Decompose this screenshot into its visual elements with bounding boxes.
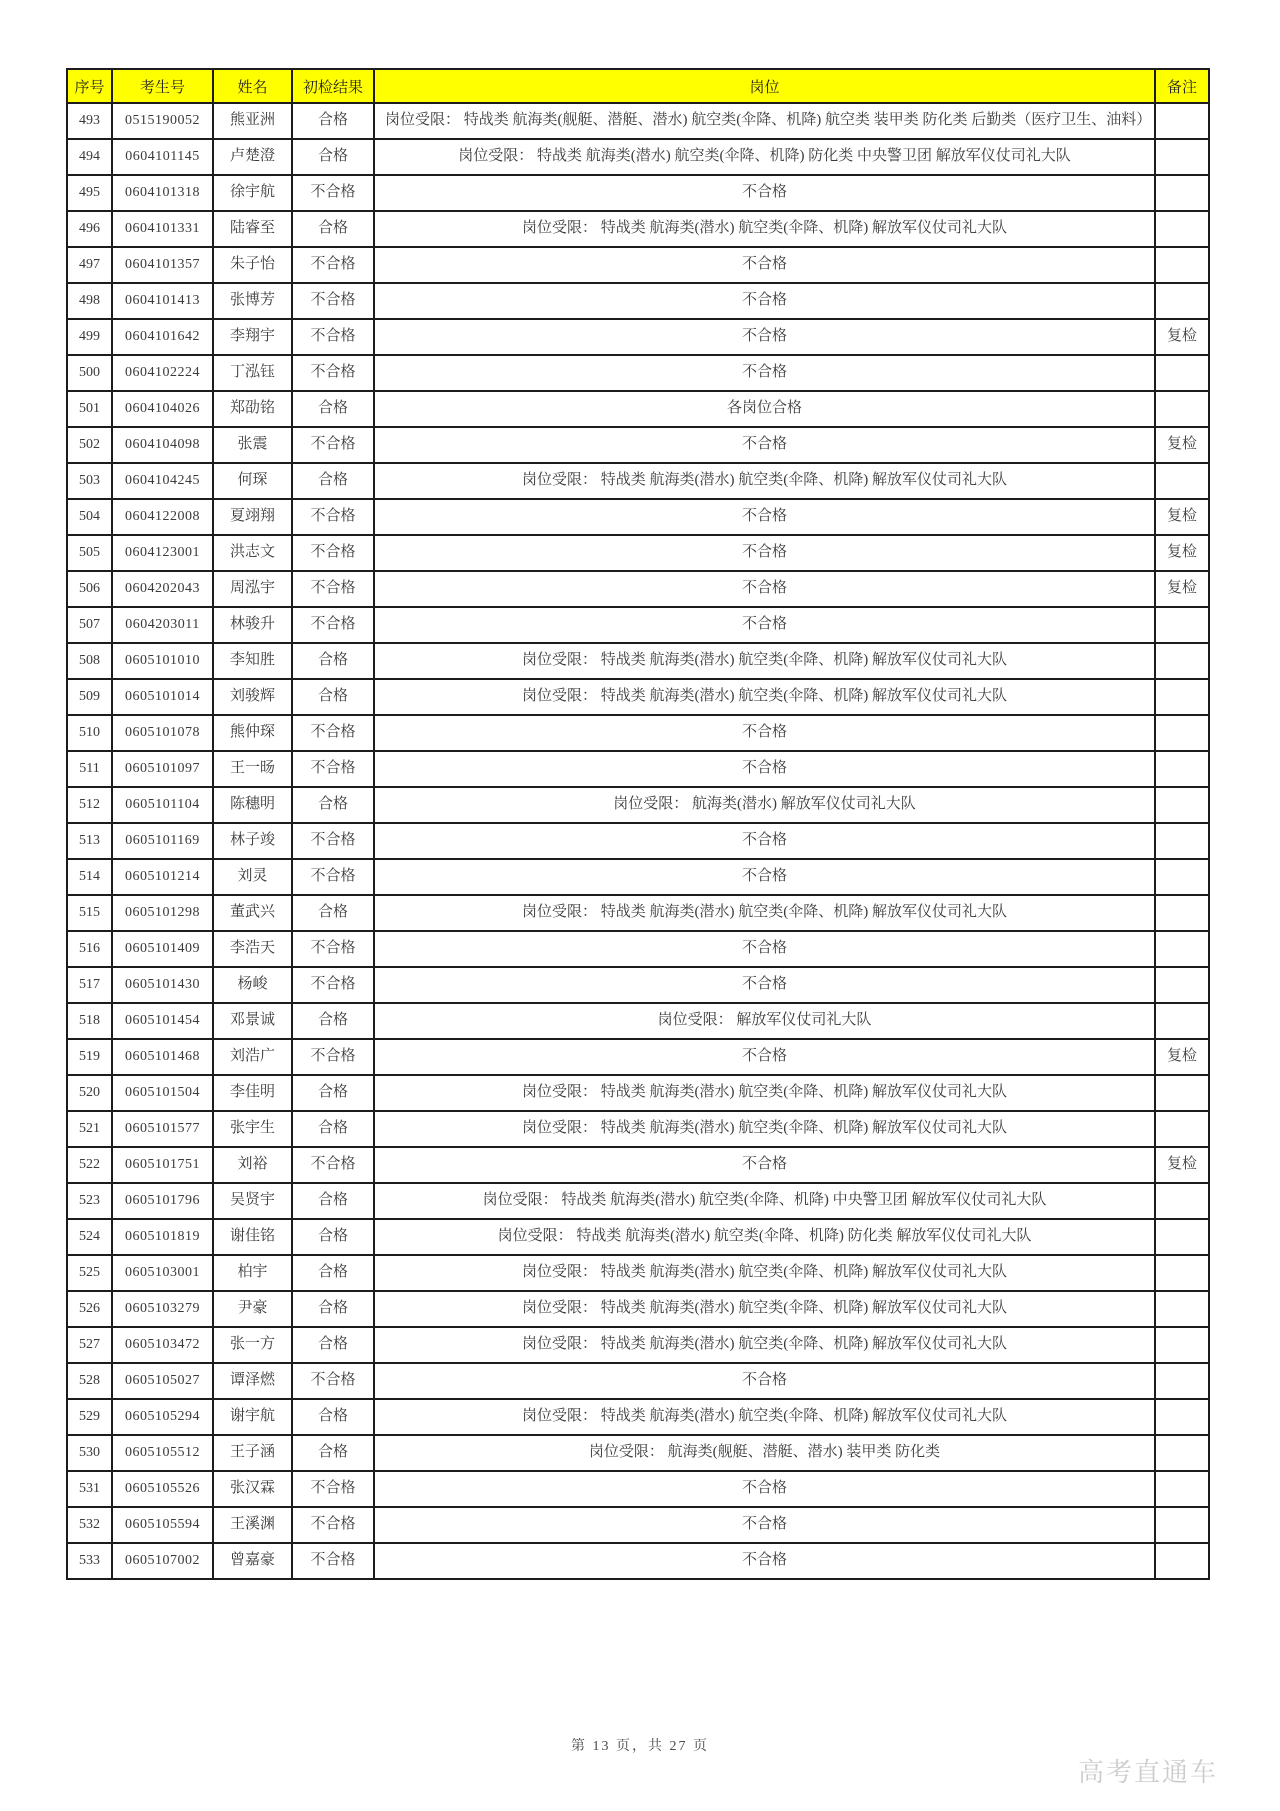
- cell-no: 522: [67, 1147, 112, 1183]
- cell-note: 复检: [1155, 319, 1209, 355]
- cell-note: [1155, 1327, 1209, 1363]
- table-row: [67, 643, 1209, 679]
- cell-note: [1155, 1291, 1209, 1327]
- cell-post: 不合格: [374, 283, 1155, 319]
- cell-post: 岗位受限： 特战类 航海类(舰艇、潜艇、潜水) 航空类(伞降、机降) 航空类 装甲类 防化类 后勤类（医疗卫生、油料）: [374, 103, 1155, 139]
- cell-name: 陆睿至: [213, 211, 292, 247]
- cell-result: 不合格: [292, 1039, 374, 1075]
- table-row: [67, 103, 1209, 139]
- table-row: [67, 1255, 1209, 1291]
- cell-no: 529: [67, 1399, 112, 1435]
- cell-id: 0605101819: [112, 1219, 213, 1255]
- cell-no: 514: [67, 859, 112, 895]
- candidate-result-table: [66, 68, 1210, 1580]
- header-initial-check-result: 初检结果: [292, 69, 374, 103]
- table-row: [67, 1435, 1209, 1471]
- cell-no: 520: [67, 1075, 112, 1111]
- cell-name: 郑劭铭: [213, 391, 292, 427]
- table-row: [67, 1507, 1209, 1543]
- cell-post: 岗位受限： 特战类 航海类(潜水) 航空类(伞降、机降) 解放军仪仗司礼大队: [374, 463, 1155, 499]
- cell-result: 不合格: [292, 355, 374, 391]
- table-row: [67, 319, 1209, 355]
- cell-result: 合格: [292, 1399, 374, 1435]
- cell-name: 王一旸: [213, 751, 292, 787]
- cell-no: 506: [67, 571, 112, 607]
- cell-no: 513: [67, 823, 112, 859]
- cell-name: 卢楚澄: [213, 139, 292, 175]
- cell-name: 徐宇航: [213, 175, 292, 211]
- cell-no: 516: [67, 931, 112, 967]
- cell-result: 合格: [292, 643, 374, 679]
- cell-no: 531: [67, 1471, 112, 1507]
- cell-no: 532: [67, 1507, 112, 1543]
- cell-no: 502: [67, 427, 112, 463]
- cell-note: [1155, 247, 1209, 283]
- cell-id: 0605101104: [112, 787, 213, 823]
- cell-result: 合格: [292, 679, 374, 715]
- cell-name: 陈穗明: [213, 787, 292, 823]
- cell-no: 518: [67, 1003, 112, 1039]
- cell-note: [1155, 1363, 1209, 1399]
- cell-id: 0604203011: [112, 607, 213, 643]
- cell-result: 合格: [292, 391, 374, 427]
- cell-name: 柏宇: [213, 1255, 292, 1291]
- header-candidate-number: 考生号: [112, 69, 213, 103]
- cell-id: 0605103472: [112, 1327, 213, 1363]
- cell-note: [1155, 895, 1209, 931]
- cell-no: 521: [67, 1111, 112, 1147]
- cell-result: 不合格: [292, 751, 374, 787]
- cell-id: 0605101010: [112, 643, 213, 679]
- table-row: [67, 571, 1209, 607]
- cell-id: 0605101014: [112, 679, 213, 715]
- cell-post: 不合格: [374, 427, 1155, 463]
- cell-note: [1155, 967, 1209, 1003]
- cell-name: 张宇生: [213, 1111, 292, 1147]
- cell-result: 不合格: [292, 1507, 374, 1543]
- cell-name: 夏翊翔: [213, 499, 292, 535]
- cell-name: 张博芳: [213, 283, 292, 319]
- cell-post: 岗位受限： 特战类 航海类(潜水) 航空类(伞降、机降) 解放军仪仗司礼大队: [374, 679, 1155, 715]
- cell-id: 0604104026: [112, 391, 213, 427]
- cell-post: 各岗位合格: [374, 391, 1155, 427]
- cell-no: 497: [67, 247, 112, 283]
- cell-name: 刘灵: [213, 859, 292, 895]
- cell-note: 复检: [1155, 499, 1209, 535]
- cell-no: 526: [67, 1291, 112, 1327]
- cell-result: 不合格: [292, 715, 374, 751]
- cell-id: 0604104098: [112, 427, 213, 463]
- cell-result: 不合格: [292, 283, 374, 319]
- cell-name: 曾嘉豪: [213, 1543, 292, 1579]
- table-row: [67, 751, 1209, 787]
- cell-result: 不合格: [292, 1363, 374, 1399]
- cell-id: 0605101430: [112, 967, 213, 1003]
- cell-no: 505: [67, 535, 112, 571]
- cell-id: 0605101097: [112, 751, 213, 787]
- cell-result: 不合格: [292, 319, 374, 355]
- cell-post: 不合格: [374, 355, 1155, 391]
- cell-id: 0605103279: [112, 1291, 213, 1327]
- table-row: [67, 211, 1209, 247]
- cell-note: [1155, 463, 1209, 499]
- cell-note: 复检: [1155, 1147, 1209, 1183]
- table-row: [67, 1219, 1209, 1255]
- table-row: [67, 1003, 1209, 1039]
- cell-no: 523: [67, 1183, 112, 1219]
- cell-result: 不合格: [292, 1543, 374, 1579]
- cell-no: 530: [67, 1435, 112, 1471]
- watermark-gaokao-zhitongche: 高考直通车: [1077, 1757, 1218, 1787]
- cell-post: 不合格: [374, 319, 1155, 355]
- cell-no: 493: [67, 103, 112, 139]
- cell-id: 0515190052: [112, 103, 213, 139]
- cell-result: 不合格: [292, 1147, 374, 1183]
- cell-post: 不合格: [374, 967, 1155, 1003]
- cell-note: [1155, 139, 1209, 175]
- cell-post: 岗位受限： 特战类 航海类(潜水) 航空类(伞降、机降) 解放军仪仗司礼大队: [374, 1399, 1155, 1435]
- cell-note: [1155, 391, 1209, 427]
- cell-result: 不合格: [292, 931, 374, 967]
- cell-result: 不合格: [292, 607, 374, 643]
- cell-post: 岗位受限： 航海类(潜水) 解放军仪仗司礼大队: [374, 787, 1155, 823]
- cell-id: 0605101577: [112, 1111, 213, 1147]
- table-body: [67, 103, 1209, 1579]
- cell-name: 熊仲琛: [213, 715, 292, 751]
- table-row: [67, 1183, 1209, 1219]
- cell-id: 0605107002: [112, 1543, 213, 1579]
- cell-result: 合格: [292, 1075, 374, 1111]
- cell-post: 不合格: [374, 535, 1155, 571]
- table-row: [67, 1111, 1209, 1147]
- cell-result: 不合格: [292, 859, 374, 895]
- cell-note: [1155, 679, 1209, 715]
- table-row: [67, 1147, 1209, 1183]
- exam-result-table-sheet: [66, 68, 1208, 1580]
- cell-id: 0604101331: [112, 211, 213, 247]
- cell-id: 0605101751: [112, 1147, 213, 1183]
- cell-note: [1155, 175, 1209, 211]
- cell-name: 朱子怡: [213, 247, 292, 283]
- table-row: [67, 247, 1209, 283]
- cell-id: 0605101169: [112, 823, 213, 859]
- table-row: [67, 1039, 1209, 1075]
- cell-post: 不合格: [374, 1147, 1155, 1183]
- table-row: [67, 463, 1209, 499]
- cell-no: 509: [67, 679, 112, 715]
- cell-name: 张一方: [213, 1327, 292, 1363]
- cell-result: 不合格: [292, 175, 374, 211]
- cell-result: 不合格: [292, 1471, 374, 1507]
- cell-no: 527: [67, 1327, 112, 1363]
- cell-name: 洪志文: [213, 535, 292, 571]
- cell-post: 不合格: [374, 1507, 1155, 1543]
- cell-post: 不合格: [374, 1543, 1155, 1579]
- table-row: [67, 1291, 1209, 1327]
- cell-name: 林子竣: [213, 823, 292, 859]
- cell-note: [1155, 1219, 1209, 1255]
- cell-result: 合格: [292, 211, 374, 247]
- cell-name: 王子涵: [213, 1435, 292, 1471]
- cell-result: 合格: [292, 1435, 374, 1471]
- cell-post: 不合格: [374, 823, 1155, 859]
- cell-id: 0605103001: [112, 1255, 213, 1291]
- cell-post: 不合格: [374, 931, 1155, 967]
- cell-note: 复检: [1155, 1039, 1209, 1075]
- cell-post: 不合格: [374, 571, 1155, 607]
- cell-post: 岗位受限： 特战类 航海类(潜水) 航空类(伞降、机降) 解放军仪仗司礼大队: [374, 643, 1155, 679]
- cell-no: 501: [67, 391, 112, 427]
- cell-name: 李翔宇: [213, 319, 292, 355]
- cell-name: 熊亚洲: [213, 103, 292, 139]
- cell-id: 0605105294: [112, 1399, 213, 1435]
- cell-note: [1155, 715, 1209, 751]
- table-row: [67, 1327, 1209, 1363]
- cell-id: 0605105027: [112, 1363, 213, 1399]
- cell-name: 李知胜: [213, 643, 292, 679]
- cell-name: 林骏升: [213, 607, 292, 643]
- cell-note: [1155, 283, 1209, 319]
- table-row: [67, 607, 1209, 643]
- cell-name: 刘骏辉: [213, 679, 292, 715]
- cell-note: [1155, 859, 1209, 895]
- cell-result: 合格: [292, 787, 374, 823]
- cell-post: 不合格: [374, 607, 1155, 643]
- cell-id: 0605101078: [112, 715, 213, 751]
- table-row: [67, 895, 1209, 931]
- cell-id: 0604104245: [112, 463, 213, 499]
- cell-note: [1155, 751, 1209, 787]
- cell-note: [1155, 1183, 1209, 1219]
- table-row: [67, 715, 1209, 751]
- cell-id: 0605101298: [112, 895, 213, 931]
- cell-post: 不合格: [374, 1039, 1155, 1075]
- cell-name: 丁泓钰: [213, 355, 292, 391]
- cell-name: 李佳明: [213, 1075, 292, 1111]
- cell-note: [1155, 103, 1209, 139]
- table-row: [67, 823, 1209, 859]
- cell-note: 复检: [1155, 427, 1209, 463]
- cell-name: 尹豪: [213, 1291, 292, 1327]
- cell-result: 合格: [292, 139, 374, 175]
- cell-result: 合格: [292, 895, 374, 931]
- cell-note: [1155, 1507, 1209, 1543]
- cell-no: 528: [67, 1363, 112, 1399]
- cell-post: 岗位受限： 特战类 航海类(潜水) 航空类(伞降、机降) 防化类 中央警卫团 解放军仪仗司礼大队: [374, 139, 1155, 175]
- cell-result: 合格: [292, 103, 374, 139]
- cell-id: 0604123001: [112, 535, 213, 571]
- table-row: [67, 499, 1209, 535]
- cell-result: 不合格: [292, 535, 374, 571]
- cell-no: 524: [67, 1219, 112, 1255]
- table-row: [67, 1543, 1209, 1579]
- cell-post: 岗位受限： 特战类 航海类(潜水) 航空类(伞降、机降) 解放军仪仗司礼大队: [374, 211, 1155, 247]
- table-row: [67, 1363, 1209, 1399]
- table-row: [67, 1399, 1209, 1435]
- cell-note: [1155, 355, 1209, 391]
- table-row: [67, 391, 1209, 427]
- cell-name: 张震: [213, 427, 292, 463]
- header-remarks: 备注: [1155, 69, 1209, 103]
- cell-id: 0605101468: [112, 1039, 213, 1075]
- cell-post: 不合格: [374, 859, 1155, 895]
- cell-no: 498: [67, 283, 112, 319]
- table-row: [67, 1075, 1209, 1111]
- table-row: [67, 859, 1209, 895]
- cell-result: 不合格: [292, 967, 374, 1003]
- cell-id: 0605105594: [112, 1507, 213, 1543]
- cell-no: 510: [67, 715, 112, 751]
- table-row: [67, 967, 1209, 1003]
- table-row: [67, 787, 1209, 823]
- cell-note: [1155, 643, 1209, 679]
- cell-result: 合格: [292, 1219, 374, 1255]
- cell-note: [1155, 1399, 1209, 1435]
- cell-id: 0605105512: [112, 1435, 213, 1471]
- cell-note: [1155, 1111, 1209, 1147]
- table-row: [67, 535, 1209, 571]
- cell-id: 0604101642: [112, 319, 213, 355]
- cell-name: 邓景诚: [213, 1003, 292, 1039]
- cell-no: 515: [67, 895, 112, 931]
- cell-result: 不合格: [292, 571, 374, 607]
- cell-post: 岗位受限： 特战类 航海类(潜水) 航空类(伞降、机降) 解放军仪仗司礼大队: [374, 1075, 1155, 1111]
- cell-name: 谭泽燃: [213, 1363, 292, 1399]
- cell-result: 不合格: [292, 247, 374, 283]
- cell-note: [1155, 1471, 1209, 1507]
- cell-no: 512: [67, 787, 112, 823]
- cell-post: 不合格: [374, 175, 1155, 211]
- table-row: [67, 931, 1209, 967]
- cell-id: 0604101357: [112, 247, 213, 283]
- cell-note: [1155, 1075, 1209, 1111]
- cell-id: 0604101413: [112, 283, 213, 319]
- cell-no: 503: [67, 463, 112, 499]
- cell-post: 不合格: [374, 1471, 1155, 1507]
- cell-note: 复检: [1155, 571, 1209, 607]
- cell-name: 刘裕: [213, 1147, 292, 1183]
- cell-no: 519: [67, 1039, 112, 1075]
- cell-post: 岗位受限： 特战类 航海类(潜水) 航空类(伞降、机降) 解放军仪仗司礼大队: [374, 1255, 1155, 1291]
- cell-note: 复检: [1155, 535, 1209, 571]
- cell-post: 岗位受限： 特战类 航海类(潜水) 航空类(伞降、机降) 解放军仪仗司礼大队: [374, 1111, 1155, 1147]
- cell-no: 517: [67, 967, 112, 1003]
- cell-id: 0604101145: [112, 139, 213, 175]
- cell-name: 谢佳铭: [213, 1219, 292, 1255]
- table-row: [67, 355, 1209, 391]
- cell-name: 刘浩广: [213, 1039, 292, 1075]
- cell-name: 董武兴: [213, 895, 292, 931]
- cell-id: 0605105526: [112, 1471, 213, 1507]
- cell-id: 0605101504: [112, 1075, 213, 1111]
- cell-name: 王溪渊: [213, 1507, 292, 1543]
- table-row: [67, 1471, 1209, 1507]
- cell-post: 岗位受限： 特战类 航海类(潜水) 航空类(伞降、机降) 解放军仪仗司礼大队: [374, 895, 1155, 931]
- cell-id: 0605101454: [112, 1003, 213, 1039]
- cell-no: 525: [67, 1255, 112, 1291]
- cell-id: 0605101214: [112, 859, 213, 895]
- cell-id: 0604102224: [112, 355, 213, 391]
- cell-post: 不合格: [374, 247, 1155, 283]
- cell-result: 不合格: [292, 427, 374, 463]
- cell-name: 周泓宇: [213, 571, 292, 607]
- cell-note: [1155, 931, 1209, 967]
- cell-id: 0604101318: [112, 175, 213, 211]
- cell-post: 不合格: [374, 751, 1155, 787]
- cell-result: 合格: [292, 1291, 374, 1327]
- cell-post: 岗位受限： 特战类 航海类(潜水) 航空类(伞降、机降) 解放军仪仗司礼大队: [374, 1327, 1155, 1363]
- table-row: [67, 175, 1209, 211]
- cell-no: 508: [67, 643, 112, 679]
- cell-result: 合格: [292, 1183, 374, 1219]
- table-row: [67, 139, 1209, 175]
- table-header-row: [67, 69, 1209, 103]
- cell-no: 511: [67, 751, 112, 787]
- cell-id: 0604202043: [112, 571, 213, 607]
- cell-name: 谢宇航: [213, 1399, 292, 1435]
- cell-result: 合格: [292, 1111, 374, 1147]
- cell-post: 不合格: [374, 499, 1155, 535]
- cell-post: 岗位受限： 特战类 航海类(潜水) 航空类(伞降、机降) 防化类 解放军仪仗司礼大队: [374, 1219, 1155, 1255]
- cell-note: [1155, 823, 1209, 859]
- cell-note: [1155, 1543, 1209, 1579]
- page-number: 第 13 页，共 27 页: [571, 1739, 709, 1754]
- cell-id: 0605101409: [112, 931, 213, 967]
- cell-no: 496: [67, 211, 112, 247]
- cell-name: 何琛: [213, 463, 292, 499]
- cell-post: 不合格: [374, 715, 1155, 751]
- cell-note: [1155, 787, 1209, 823]
- cell-result: 合格: [292, 1327, 374, 1363]
- cell-name: 杨峻: [213, 967, 292, 1003]
- cell-result: 合格: [292, 1255, 374, 1291]
- cell-no: 500: [67, 355, 112, 391]
- cell-no: 499: [67, 319, 112, 355]
- cell-id: 0604122008: [112, 499, 213, 535]
- header-serial-number: 序号: [67, 69, 112, 103]
- cell-name: 李浩天: [213, 931, 292, 967]
- cell-no: 504: [67, 499, 112, 535]
- cell-name: 吴贤宇: [213, 1183, 292, 1219]
- table-row: [67, 427, 1209, 463]
- cell-result: 不合格: [292, 823, 374, 859]
- cell-note: [1155, 1435, 1209, 1471]
- cell-id: 0605101796: [112, 1183, 213, 1219]
- cell-no: 495: [67, 175, 112, 211]
- cell-no: 533: [67, 1543, 112, 1579]
- cell-result: 不合格: [292, 499, 374, 535]
- cell-result: 合格: [292, 463, 374, 499]
- cell-note: [1155, 1003, 1209, 1039]
- cell-post: 岗位受限： 解放军仪仗司礼大队: [374, 1003, 1155, 1039]
- cell-post: 岗位受限： 特战类 航海类(潜水) 航空类(伞降、机降) 中央警卫团 解放军仪仗司礼大队: [374, 1183, 1155, 1219]
- cell-post: 岗位受限： 航海类(舰艇、潜艇、潜水) 装甲类 防化类: [374, 1435, 1155, 1471]
- cell-note: [1155, 607, 1209, 643]
- header-post: 岗位: [374, 69, 1155, 103]
- cell-result: 合格: [292, 1003, 374, 1039]
- table-row: [67, 283, 1209, 319]
- cell-no: 494: [67, 139, 112, 175]
- cell-note: [1155, 1255, 1209, 1291]
- cell-post: 岗位受限： 特战类 航海类(潜水) 航空类(伞降、机降) 解放军仪仗司礼大队: [374, 1291, 1155, 1327]
- cell-note: [1155, 211, 1209, 247]
- table-row: [67, 679, 1209, 715]
- cell-post: 不合格: [374, 1363, 1155, 1399]
- cell-no: 507: [67, 607, 112, 643]
- header-name: 姓名: [213, 69, 292, 103]
- cell-name: 张汉霖: [213, 1471, 292, 1507]
